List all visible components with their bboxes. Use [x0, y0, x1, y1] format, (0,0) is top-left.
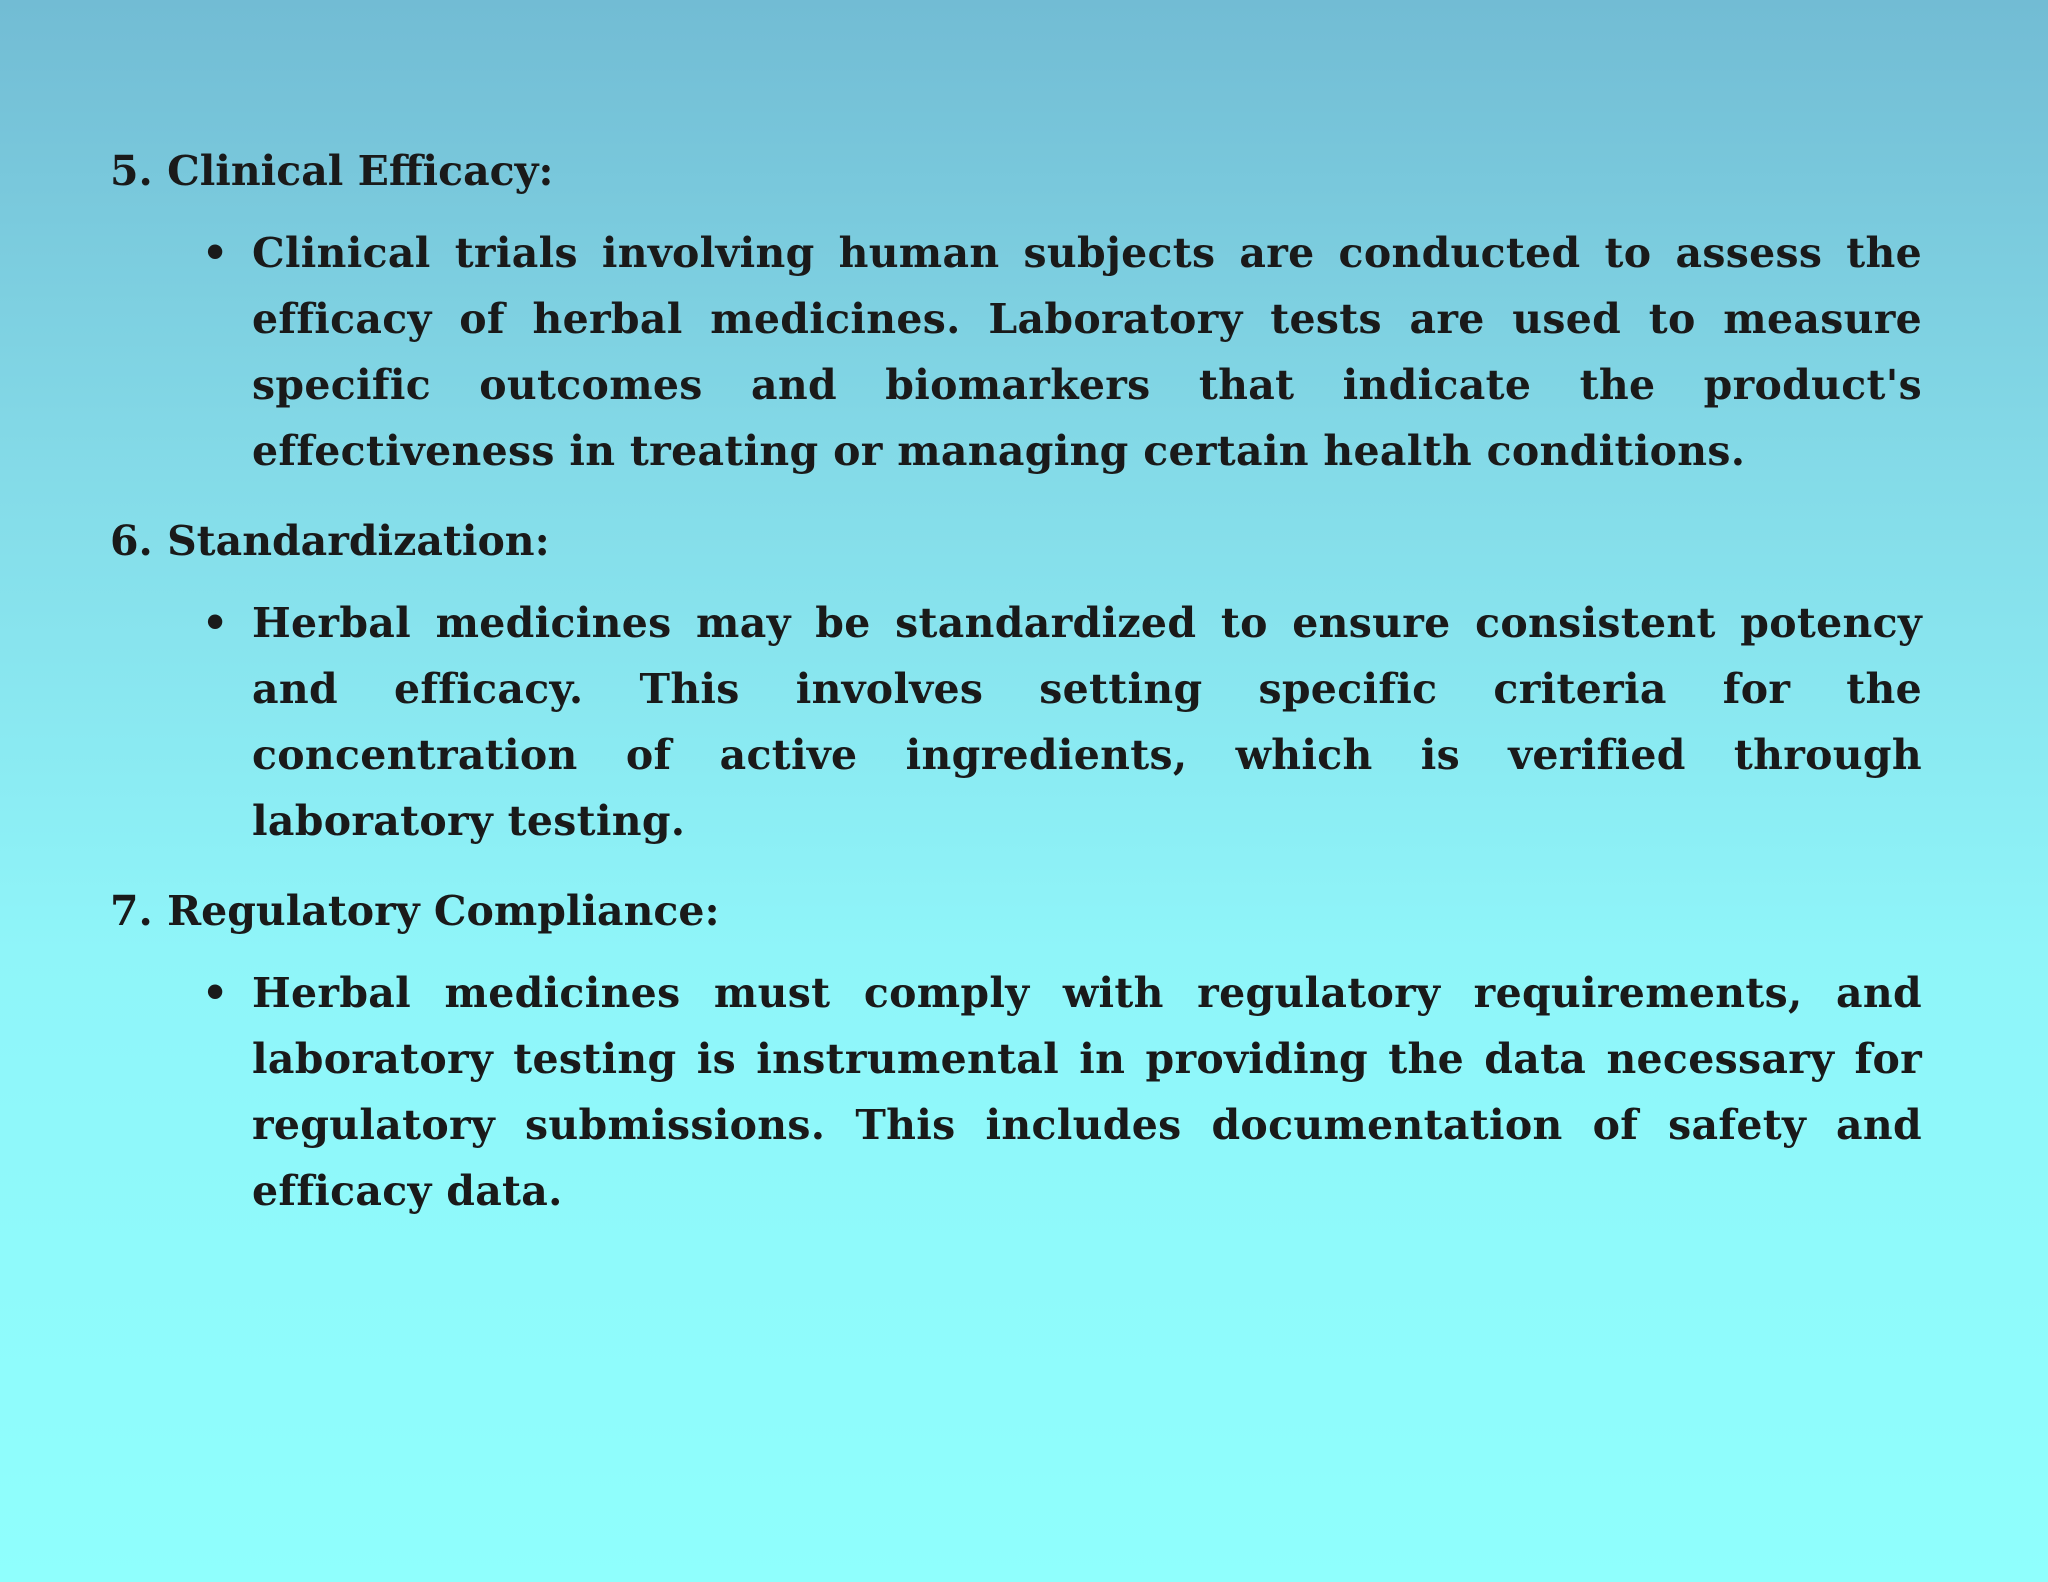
bullet-icon: • — [202, 969, 229, 1017]
list-item — [110, 960, 1922, 1224]
bullet-icon: • — [202, 599, 229, 647]
list-item — [110, 590, 1922, 854]
section-heading: 6. Standardization: — [110, 517, 550, 565]
section-standardization — [110, 510, 1922, 854]
list-item-text: Clinical trials involving human subjects are conducted to assess the efficacy of herbal medicines. Laboratory tests are used to measure specific outcomes and biomarkers that indicate the product's effectiveness in treating or managing certain health conditions. — [252, 229, 1922, 475]
bullet-icon: • — [202, 229, 229, 277]
section-regulatory-compliance — [110, 880, 1922, 1224]
section-heading: 7. Regulatory Compliance: — [110, 887, 720, 935]
document-page — [110, 140, 1922, 1250]
section-heading: 5. Clinical Efficacy: — [110, 147, 554, 195]
list-item-text: Herbal medicines may be standardized to ensure consistent potency and efficacy. This involves setting specific criteria for the concentration of active ingredients, which is verified through laboratory testing. — [252, 599, 1922, 845]
list-item-text: Herbal medicines must comply with regulatory requirements, and laboratory testing is instrumental in providing the data necessary for regulatory submissions. This includes documentation of safety and efficacy data. — [252, 969, 1922, 1215]
section-clinical-efficacy — [110, 140, 1922, 484]
list-item — [110, 220, 1922, 484]
